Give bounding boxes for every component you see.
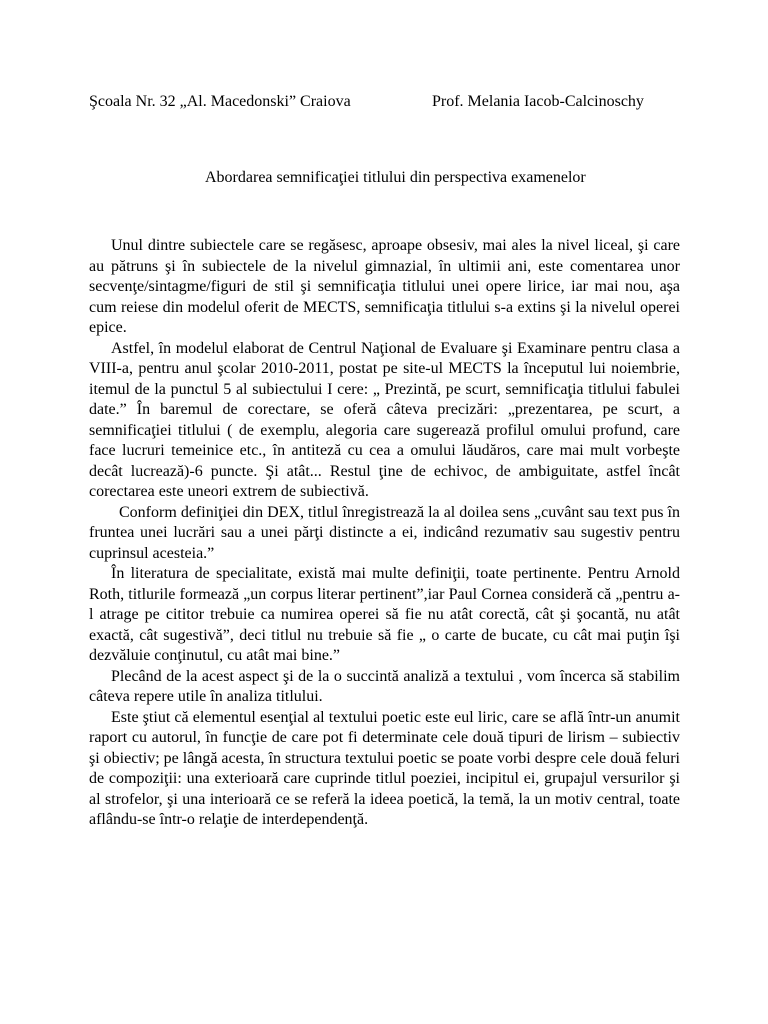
paragraph: Unul dintre subiectele care se regăsesc, aproape obsesiv, mai ales la nivel liceal, şi care au pătruns şi în subiectele de la nivelul gimnazial, în ultimii ani, este comentarea unor secvenţe/sintagme/figuri de stil şi semnificaţia titlului unei opere lirice, iar mai nou, aşa cum reiese din modelul oferit de MECTS, semnificaţia titlului s-a extins şi la nivelul operei epice. bbox=[89, 237, 680, 336]
author-name: Prof. Melania Iacob-Calcinoschy bbox=[432, 93, 644, 110]
paragraph: Este ştiut că elementul esenţial al textului poetic este eul liric, care se află într-un anumit raport cu autorul, în funcţie de care pot fi determinate cele două tipuri de lirism – subiectiv şi obiectiv; pe lângă acesta, în structura textului poetic se poate vorbi despre cele două feluri de compoziţii: una exterioară care cuprinde titlul poeziei, incipitul ei, grupajul versurilor şi al strofelor, şi una interioară ce se referă la ideea poetică, la temă, la un motiv central, toate aflându-se într-o relaţie de interdependenţă. bbox=[89, 708, 680, 828]
document-title: Abordarea semnificaţiei titlului din perspectiva examenelor bbox=[205, 169, 586, 186]
paragraph: Plecând de la acest aspect şi de la o succintă analiză a textului , vom încerca să stabilim câteva repere utile în analiza titlului. bbox=[89, 667, 680, 705]
paragraph: Astfel, în modelul elaborat de Centrul Naţional de Evaluare şi Examinare pentru clasa a VIII-a, pentru anul şcolar 2010-2011, postat pe site-ul MECTS la începutul lui noiembrie, itemul de la punctul 5 al subiectului I cere: „ Prezintă, pe scurt, semnificaţia titlului fabulei date.” În baremul de corectare, se oferă câteva precizări: „prezentarea, pe scurt, a semnificaţiei titlului ( de exemplu, alegoria care sugerează profilul omului profund, care face lucruri temeinice etc., în antiteză cu cea a omului lăudăros, care mai mult vorbeşte decât lucrează)-6 puncte. Şi atât... Restul ţine de echivoc, de ambiguitate, astfel încât corectarea este uneori extrem de subiectivă. bbox=[89, 339, 680, 500]
document-body bbox=[89, 236, 680, 831]
school-name: Şcoala Nr. 32 „Al. Macedonski” Craiova bbox=[89, 93, 351, 110]
paragraph: În literatura de specialitate, există mai multe definiţii, toate pertinente. Pentru Arnold Roth, titlurile formează „un corpus literar pertinent”,iar Paul Cornea consideră că „pentru a-l atrage pe cititor trebuie ca numirea operei să fie nu atât corectă, cât şi şocantă, nu atât exactă, cât sugestivă”, deci titlul nu trebuie să fie „ o carte de bucate, cu cât mai puţin îşi dezvăluie conţinutul, cu atât mai bine.” bbox=[89, 565, 680, 664]
paragraph: Conform definiţiei din DEX, titlul înregistrează la al doilea sens „cuvânt sau text pus în fruntea unei lucrări sau a unei părţi distincte a ei, indicând rezumativ sau sugestiv pentru cuprinsul acesteia.” bbox=[89, 503, 680, 562]
